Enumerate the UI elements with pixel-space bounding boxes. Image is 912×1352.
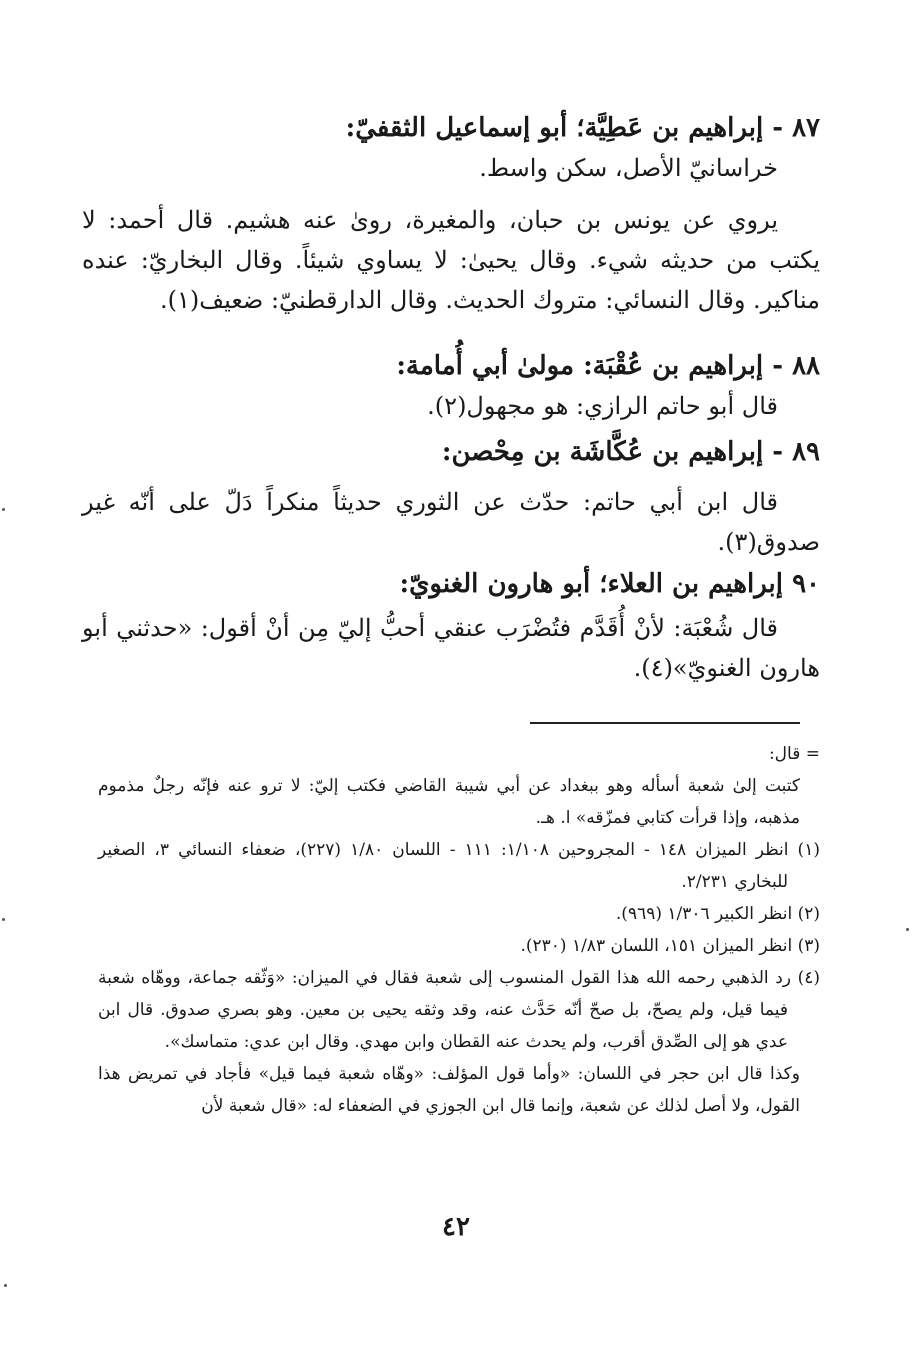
footnote-2: (٢) انظر الكبير ١/٣٠٦ (٩٦٩). [615,904,820,924]
scan-speck [2,918,5,921]
entry-90 [82,564,820,688]
footnote-continuation-text: كتبت إلىٰ شعبة أسأله وهو ببغداد عن أبي شيبة القاضي فكتب إليّ: لا ترو عنه فإنّه رجلٌ مذموم مذهبه، وإذا قرأت كتابي فمزّقه» ا. هـ. [98,776,800,828]
entry-87 [82,108,820,320]
page-number: ٤٢ [442,1212,470,1242]
footnote-separator [530,722,800,724]
entry-89-heading: ٨٩ - إبراهيم بن عُكَّاشَة بن مِحْصن: [441,437,820,467]
footnotes [98,738,820,1122]
entry-90-heading: ٩٠ إبراهيم بن العلاء؛ أبو هارون الغنويّ: [399,569,820,599]
entry-88 [82,346,820,426]
scan-speck [906,928,909,931]
scan-speck [2,508,5,511]
footnote-continuation-label: = قال: [768,744,820,764]
entry-88-heading: ٨٨ - إبراهيم بن عُقْبَة: مولىٰ أبي أُمامة: [396,351,820,381]
footnote-1: (١) انظر الميزان ١٤٨ - المجروحين ١/١٠٨: ١١١ - اللسان ١/٨٠ (٢٢٧)، ضعفاء النسائي ٣، الصغير للبخاري ٢/٢٣١. [98,840,820,892]
entry-89-text: قال ابن أبي حاتم: حدّث عن الثوري حديثاً منكراً دَلّ على أنّه غير صدوق(٣). [82,488,820,556]
entry-87-origin: خراسانيّ الأصل، سكن واسط. [479,154,778,182]
entry-89 [82,432,820,562]
entry-87-narration: يروي عن يونس بن حبان، والمغيرة، روىٰ عنه هشيم. قال أحمد: لا يكتب من حديثه شيء. وقال يحيىٰ: لا يساوي شيئاً. وقال البخاريّ: عنده مناكير. وقال النسائي: متروك الحديث. وقال الدارقطنيّ: ضعيف(١). [82,206,820,314]
entry-90-text: قال شُعْبَة: لأنْ أُقَدَّم فتُضْرَب عنقي أحبُّ إليّ مِن أنْ أقول: «حدثني أبو هارون الغنويّ»(٤). [82,614,820,682]
scan-speck [4,1284,7,1287]
entry-88-text: قال أبو حاتم الرازي: هو مجهول(٢). [427,392,778,420]
footnote-4-continued: وكذا قال ابن حجر في اللسان: «وأما قول المؤلف: «وهّاه شعبة فيما قيل» فأجاد في تمريض هذا القول، ولا أصل لذلك عن شعبة، وإنما قال ابن الجوزي في الضعفاء له: «قال شعبة لأن [98,1064,800,1116]
footnote-4: (٤) رد الذهبي رحمه الله هذا القول المنسوب إلى شعبة فقال في الميزان: «وَثّقه جماعة، ووهّاه شعبة فيما قيل، ولم يصحّ، بل صحّ أنّه حَدَّث عنه، وقد وثقه يحيى بن معين. وهو بصري صدوق. قال ابن عدي هو إلى الصِّدق أقرب، ولم يحدث عنه القطان وابن مهدي. وقال ابن عدي: متماسك». [98,968,820,1052]
entry-87-heading: ٨٧ - إبراهيم بن عَطِيَّة؛ أبو إسماعيل الثقفيّ: [345,113,820,143]
footnote-3: (٣) انظر الميزان ١٥١، اللسان ١/٨٣ (٢٣٠). [520,936,820,956]
